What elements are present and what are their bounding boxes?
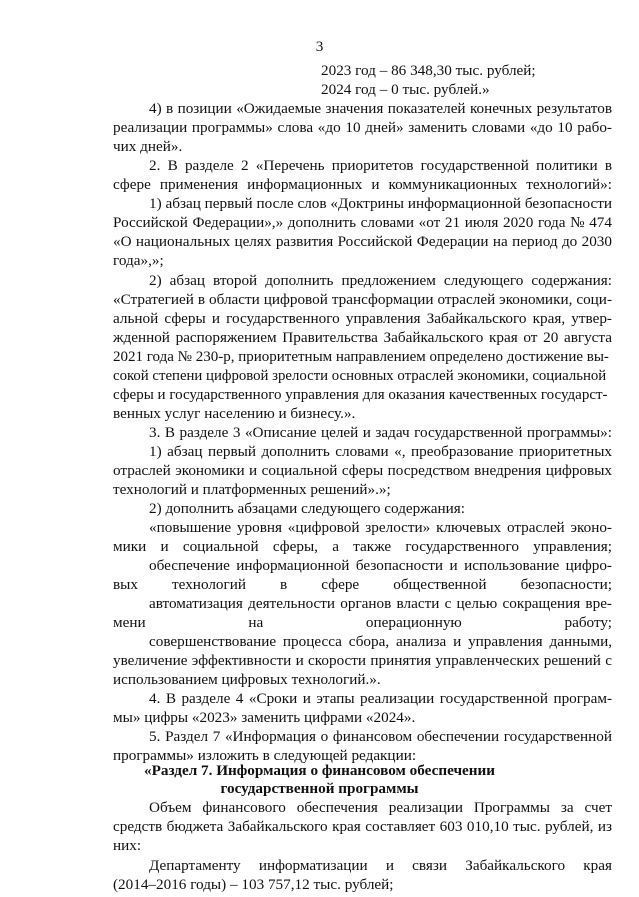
text-line: 2) дополнить абзацами следующего содержания:	[149, 500, 465, 517]
text-line: сфере применения информационных и коммуникационных технологий»:	[113, 176, 612, 193]
text-line: 2024 год – 0 тыс. рублей.»	[321, 81, 490, 98]
text-line: мени на операционную работу;	[113, 614, 612, 631]
text-line: 2) абзац второй дополнить предложением следующего содержания:	[149, 272, 612, 289]
text-line: автоматизация деятельности органов власти с целью сокращения вре-	[149, 595, 612, 612]
text-line: мы» цифры «2023» заменить цифрами «2024».	[113, 709, 416, 726]
text-line: «повышение уровня «цифровой зрелости» ключевых отраслей эконо-	[149, 519, 612, 536]
text-line: совершенствование процесса сбора, анализа и управления данными,	[149, 633, 612, 650]
text-line: «О национальных целях развития Российской Федерации на период до 2030	[113, 233, 612, 250]
text-line: 4. В разделе 4 «Сроки и этапы реализации государственной програм-	[149, 690, 612, 707]
text-line: мики и социальной сферы, а также государственного управления;	[113, 538, 612, 555]
text-line: 2. В разделе 2 «Перечень приоритетов государственной политики в	[149, 157, 612, 174]
text-line: года»,»;	[113, 252, 164, 269]
page-number: 3	[315, 38, 324, 55]
text-line: 5. Раздел 7 «Информация о финансовом обеспечении государственной	[149, 728, 612, 745]
text-line: отраслей экономики и социальной сферы посредством внедрения цифровых	[113, 462, 612, 479]
text-line: увеличение эффективности и скорости принятия управленческих решений с	[113, 652, 612, 669]
text-line: (2014–2016 годы) – 103 757,12 тыс. рублей;	[113, 876, 394, 893]
text-line: 1) абзац первый после слов «Доктрины информационной безопасности	[149, 195, 612, 212]
text-line: Российской Федерации»,» дополнить словами «от 21 июля 2020 года № 474	[113, 214, 612, 231]
text-line: жденной распоряжением Правительства Забайкальского края от 20 августа	[113, 329, 612, 346]
section-heading-line: государственной программы	[220, 780, 419, 797]
text-line: реализации программы» слова «до 10 дней» заменить словами «до 10 рабо-	[113, 119, 612, 136]
text-line: сокой степени цифровой зрелости основных отраслей экономики, социальной	[113, 368, 607, 384]
text-line: технологий и платформенных решений».»;	[113, 481, 391, 498]
text-line: вых технологий в сфере общественной безопасности;	[113, 576, 612, 593]
text-line: альной сферы и государственного управления Забайкальского края, утвер-	[113, 310, 612, 327]
text-line: них:	[113, 837, 142, 854]
text-line: чих дней».	[113, 138, 183, 155]
text-line: обеспечение информационной безопасности и использование цифро-	[149, 557, 612, 574]
text-line: «Стратегией в области цифровой трансформации отраслей экономики, соци-	[113, 291, 612, 308]
text-line: 4) в позиции «Ожидаемые значения показателей конечных результатов	[149, 100, 612, 117]
text-line: 1) абзац первый дополнить словами «, преобразование приоритетных	[149, 443, 612, 460]
text-line: средств бюджета Забайкальского края составляет 603 010,10 тыс. рублей, из	[113, 818, 612, 835]
text-line: использованием цифровых технологий.».	[113, 671, 381, 688]
text-line: программы» изложить в следующей редакции:	[113, 747, 417, 764]
text-line: 2023 год – 86 348,30 тыс. рублей;	[321, 62, 536, 79]
section-heading-line: «Раздел 7. Информация о финансовом обеспечении	[143, 762, 496, 779]
text-line: венных услуг населению и бизнесу.».	[113, 405, 356, 422]
text-line: Департаменту информатизации и связи Забайкальского края	[149, 857, 612, 874]
text-line: 2021 года № 230-р, приоритетным направлением определено достижение вы-	[113, 349, 609, 365]
text-line: сферы и государственного управления для оказания качественных государст-	[113, 387, 608, 403]
text-line: 3. В разделе 3 «Описание целей и задач государственной программы»:	[149, 424, 612, 441]
text-line: Объем финансового обеспечения реализации Программы за счет	[149, 799, 612, 816]
